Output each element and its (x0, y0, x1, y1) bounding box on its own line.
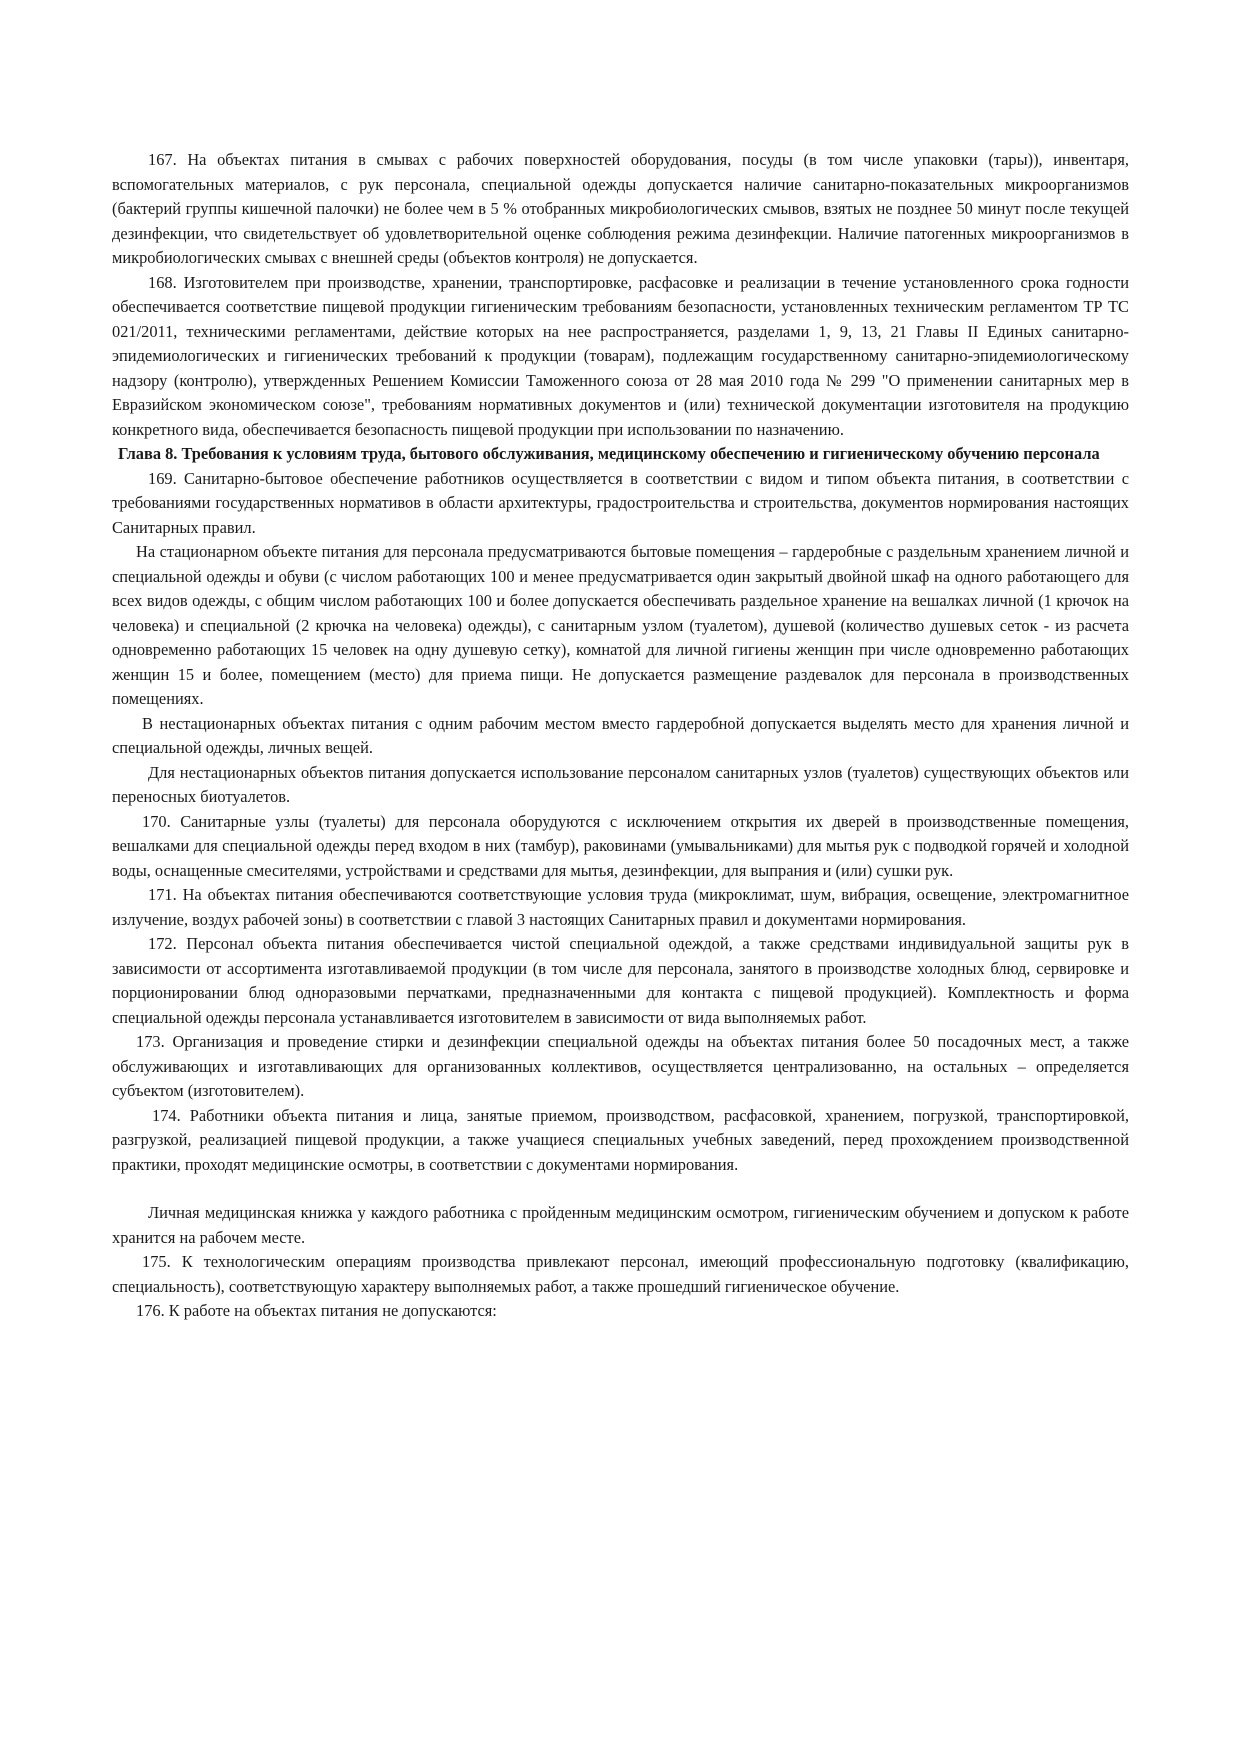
paragraph-176: 176. К работе на объектах питания не допускаются: (136, 1301, 497, 1320)
paragraph-spacer (112, 1177, 1129, 1201)
paragraph-167: 167. На объектах питания в смывах с рабочих поверхностей оборудования, посуды (в том числе упаковки (тары)), инвентаря, вспомогательных материалов, с рук персонала, специальной одежды допускается наличие санитарно-показательных микроорганизмов (бактерий группы кишечной палочки) не более чем в 5 % отобранных микробиологических смывов, взятых не позднее 50 минут после текущей дезинфекции, что свидетельствует об удовлетворительной оценке соблюдения режима дезинфекции. Наличие патогенных микроорганизмов в микробиологических смывах с внешней среды (объектов контроля) не допускается. (112, 150, 1129, 267)
paragraph-171: 171. На объектах питания обеспечиваются соответствующие условия труда (микроклимат, шум, вибрация, освещение, электромагнитное излучение, воздух рабочей зоны) в соответствии с главой 3 настоящих Санитарных правил и документами нормирования. (112, 885, 1129, 929)
chapter-8-heading: Глава 8. Требования к условиям труда, бытового обслуживания, медицинскому обеспечению и гигиеническому обучению персонала (118, 444, 1100, 463)
paragraph-169-non-stationary: В нестационарных объектах питания с одним рабочим местом вместо гардеробной допускается выделять место для хранения личной и специальной одежды, личных вещей. (112, 713, 1129, 757)
document-page (112, 148, 1129, 1324)
paragraph-169-stationary: На стационарном объекте питания для персонала предусматриваются бытовые помещения – гардеробные с раздельным хранением личной и специальной одежды и обуви (с числом работающих 100 и менее предусматривается один закрытый двойной шкаф на одного работающего для всех видов одежды, с общим числом работающих 100 и более допускается обеспечивать раздельное хранение на вешалках личной (1 крючок на человека) и специальной (2 крючка на человека) одежды), с санитарным узлом (туалетом), душевой (количество душевых сеток - из расчета одновременно работающих 15 человек на одну душевую сетку), комнатой для личной гигиены женщин при числе одновременно работающих женщин 15 и более, помещением (место) для приема пищи. Не допускается размещение раздевалок для персонала в производственных помещениях. (112, 542, 1129, 708)
paragraph-174: 174. Работники объекта питания и лица, занятые приемом, производством, расфасовкой, хранением, погрузкой, транспортировкой, разгрузкой, реализацией пищевой продукции, а также учащиеся специальных учебных заведений, перед прохождением производственной практики, проходят медицинские осмотры, в соответствии с документами нормирования. (112, 1105, 1129, 1174)
paragraph-169-toilets: Для нестационарных объектов питания допускается использование персоналом санитарных узлов (туалетов) существующих объектов или переносных биотуалетов. (112, 762, 1129, 806)
paragraph-175: 175. К технологическим операциям производства привлекают персонал, имеющий профессиональную подготовку (квалификацию, специальность), соответствующую характеру выполняемых работ, а также прошедший гигиеническое обучение. (112, 1252, 1129, 1296)
paragraph-172: 172. Персонал объекта питания обеспечивается чистой специальной одеждой, а также средствами индивидуальной защиты рук в зависимости от ассортимента изготавливаемой продукции (в том числе для персонала, занятого в производстве холодных блюд, сервировке и порционировании блюд одноразовыми перчатками, предназначенными для контакта с пищевой продукцией). Комплектность и форма специальной одежды персонала устанавливается изготовителем в зависимости от вида выполняемых работ. (112, 934, 1129, 1027)
paragraph-170: 170. Санитарные узлы (туалеты) для персонала оборудуются с исключением открытия их дверей в производственные помещения, вешалками для специальной одежды перед входом в них (тамбур), раковинами (умывальниками) для мытья рук с подводкой горячей и холодной воды, оснащенные смесителями, устройствами и средствами для мытья, дезинфекции, для выпрания и (или) сушки рук. (112, 811, 1129, 880)
paragraph-168: 168. Изготовителем при производстве, хранении, транспортировке, расфасовке и реализации в течение установленного срока годности обеспечивается соответствие пищевой продукции гигиеническим требованиям безопасности, установленных техническим регламентом ТР ТС 021/2011, техническими регламентами, действие которых на нее распространяется, разделами 1, 9, 13, 21 Главы II Единых санитарно-эпидемиологических и гигиенических требований к продукции (товарам), подлежащим государственному санитарно-эпидемиологическому надзору (контролю), утвержденных Решением Комиссии Таможенного союза от 28 мая 2010 года № 299 "О применении санитарных мер в Евразийском экономическом союзе", требованиям нормативных документов и (или) технической документации изготовителя на продукцию конкретного вида, обеспечивается безопасность пищевой продукции при использовании по назначению. (112, 272, 1129, 439)
paragraph-169: 169. Санитарно-бытовое обеспечение работников осуществляется в соответствии с видом и типом объекта питания, в соответствии с требованиями государственных нормативов в области архитектуры, градостроительства и строительства, документов нормирования настоящих Санитарных правил. (112, 468, 1129, 537)
paragraph-174-medical-book: Личная медицинская книжка у каждого работника с пройденным медицинским осмотром, гигиеническим обучением и допуском к работе хранится на рабочем месте. (112, 1203, 1129, 1247)
paragraph-173: 173. Организация и проведение стирки и дезинфекции специальной одежды на объектах питания более 50 посадочных мест, а также обслуживающих и изготавливающих для организованных коллективов, осуществляется централизованно, на остальных – определяется субъектом (изготовителем). (112, 1032, 1129, 1100)
